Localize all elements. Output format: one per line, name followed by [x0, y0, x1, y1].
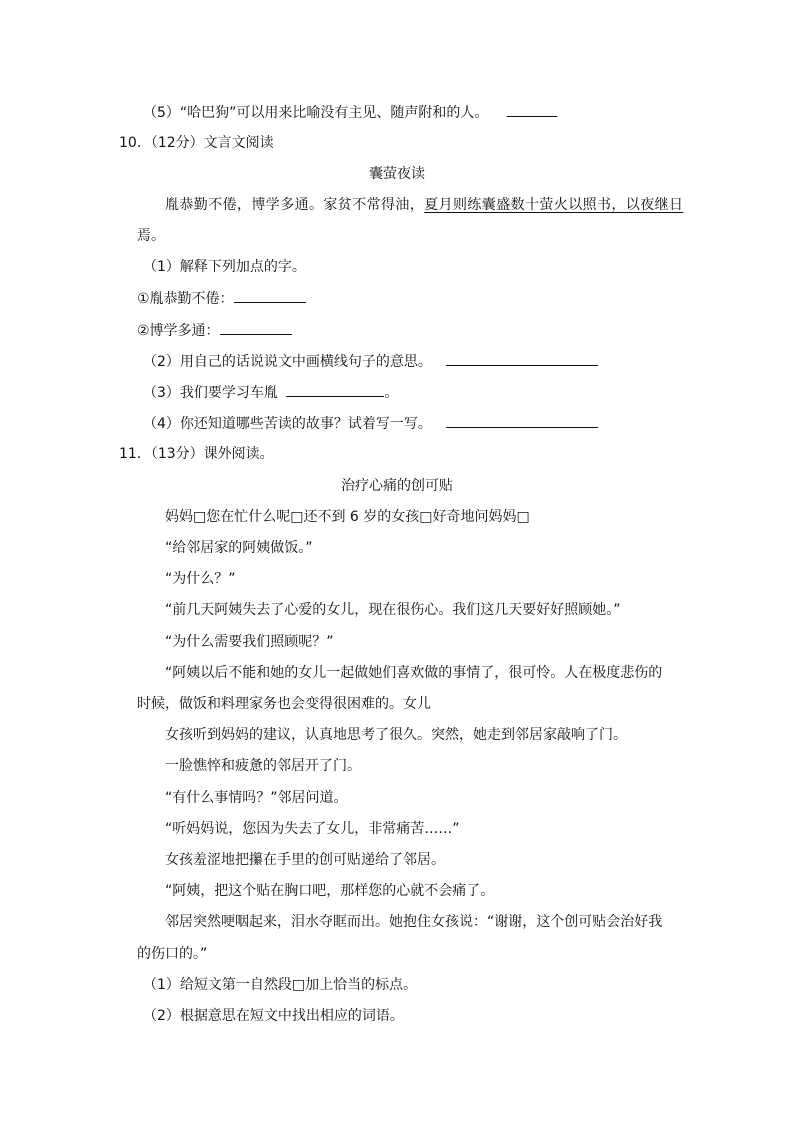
q10-sub1a-text: ①胤恭勤不倦：	[137, 291, 234, 307]
q10-sub4	[143, 413, 598, 434]
q10-passage-end: 焉。	[137, 228, 165, 244]
q11-paragraph-9: “有什么事情吗？”邻居问道。	[165, 790, 348, 806]
q11-paragraph-2: “给邻居家的阿姨做饭。”	[165, 540, 313, 556]
q11-heading: 11．（13分）课外阅读。	[119, 446, 274, 462]
q10-passage-underlined: 夏月则练囊盛数十萤火以照书，以夜继日	[424, 197, 684, 213]
q10-sub4-answer-blank[interactable]	[446, 413, 598, 428]
q11-paragraph-7: 女孩听到妈妈的建议，认真地思考了很久。突然，她走到邻居家敲响了门。	[165, 727, 627, 743]
q10-sub1b-text: ②博学多通：	[137, 323, 220, 339]
q10-sub1a	[137, 288, 306, 309]
q11-sub2: （2）根据意思在短文中找出相应的词语。	[143, 1008, 404, 1024]
q11-paragraph-13b: 的伤口的。”	[137, 946, 208, 962]
q9-item5-answer-blank[interactable]	[507, 102, 557, 117]
q11-paragraph-13a: 邻居突然哽咽起来，泪水夺眶而出。她抱住女孩说：“谢谢，这个创可贴会治好我	[165, 914, 663, 930]
q11-paragraph-6b: 时候，做饭和料理家务也会变得很困难的。女儿	[137, 696, 431, 712]
q9-item5	[143, 102, 557, 123]
q10-sub3-suffix: 。	[384, 385, 399, 401]
q10-heading: 10．（12分）文言文阅读	[119, 135, 274, 151]
q10-sub3-prefix: （3）我们要学习车胤	[143, 385, 278, 401]
q10-passage-line1	[165, 195, 683, 215]
q10-sub1: （1）解释下列加点的字。	[143, 259, 306, 275]
q10-sub3	[143, 382, 398, 403]
q10-title: 囊萤夜读	[369, 166, 425, 182]
q11-paragraph-8: 一脸憔悴和疲惫的邻居开了门。	[165, 758, 361, 774]
q11-paragraph-10: “听妈妈说，您因为失去了女儿，非常痛苦……”	[165, 821, 460, 837]
q10-sub2-text: （2）用自己的话说说文中画横线句子的意思。	[143, 354, 432, 370]
q10-sub1a-answer-blank[interactable]	[234, 288, 306, 303]
q10-sub1b	[137, 320, 292, 341]
q10-sub3-answer-blank[interactable]	[286, 382, 384, 397]
q11-paragraph-11: 女孩羞涩地把攥在手里的创可贴递给了邻居。	[165, 852, 445, 868]
q11-paragraph-4: “前几天阿姨失去了心爱的女儿，现在很伤心。我们这几天要好好照顾她。”	[165, 602, 621, 618]
q11-paragraph-3: “为什么？”	[165, 571, 236, 587]
q10-sub2-answer-blank[interactable]	[446, 351, 598, 366]
q9-item5-text: （5）“哈巴狗”可以用来比喻没有主见、随声附和的人。	[143, 105, 489, 121]
q11-title: 治疗心痛的创可贴	[341, 478, 453, 494]
q10-passage-plain: 胤恭勤不倦，博学多通。家贫不常得油，	[165, 197, 425, 213]
q11-paragraph-5: “为什么需要我们照顾呢？”	[165, 634, 334, 650]
q11-paragraph-6a: “阿姨以后不能和她的女儿一起做她们喜欢做的事情了，很可怜。人在极度悲伤的	[165, 665, 663, 681]
q10-sub1b-answer-blank[interactable]	[220, 320, 292, 335]
q11-paragraph-1: 妈妈□您在忙什么呢□还不到 6 岁的女孩□好奇地问妈妈□	[165, 509, 530, 525]
q11-paragraph-12: “阿姨，把这个贴在胸口吧，那样您的心就不会痛了。	[165, 883, 495, 899]
q10-sub4-text: （4）你还知道哪些苦读的故事？试着写一写。	[143, 416, 432, 432]
q11-sub1: （1）给短文第一自然段□加上恰当的标点。	[143, 977, 418, 993]
q10-sub2	[143, 351, 598, 372]
